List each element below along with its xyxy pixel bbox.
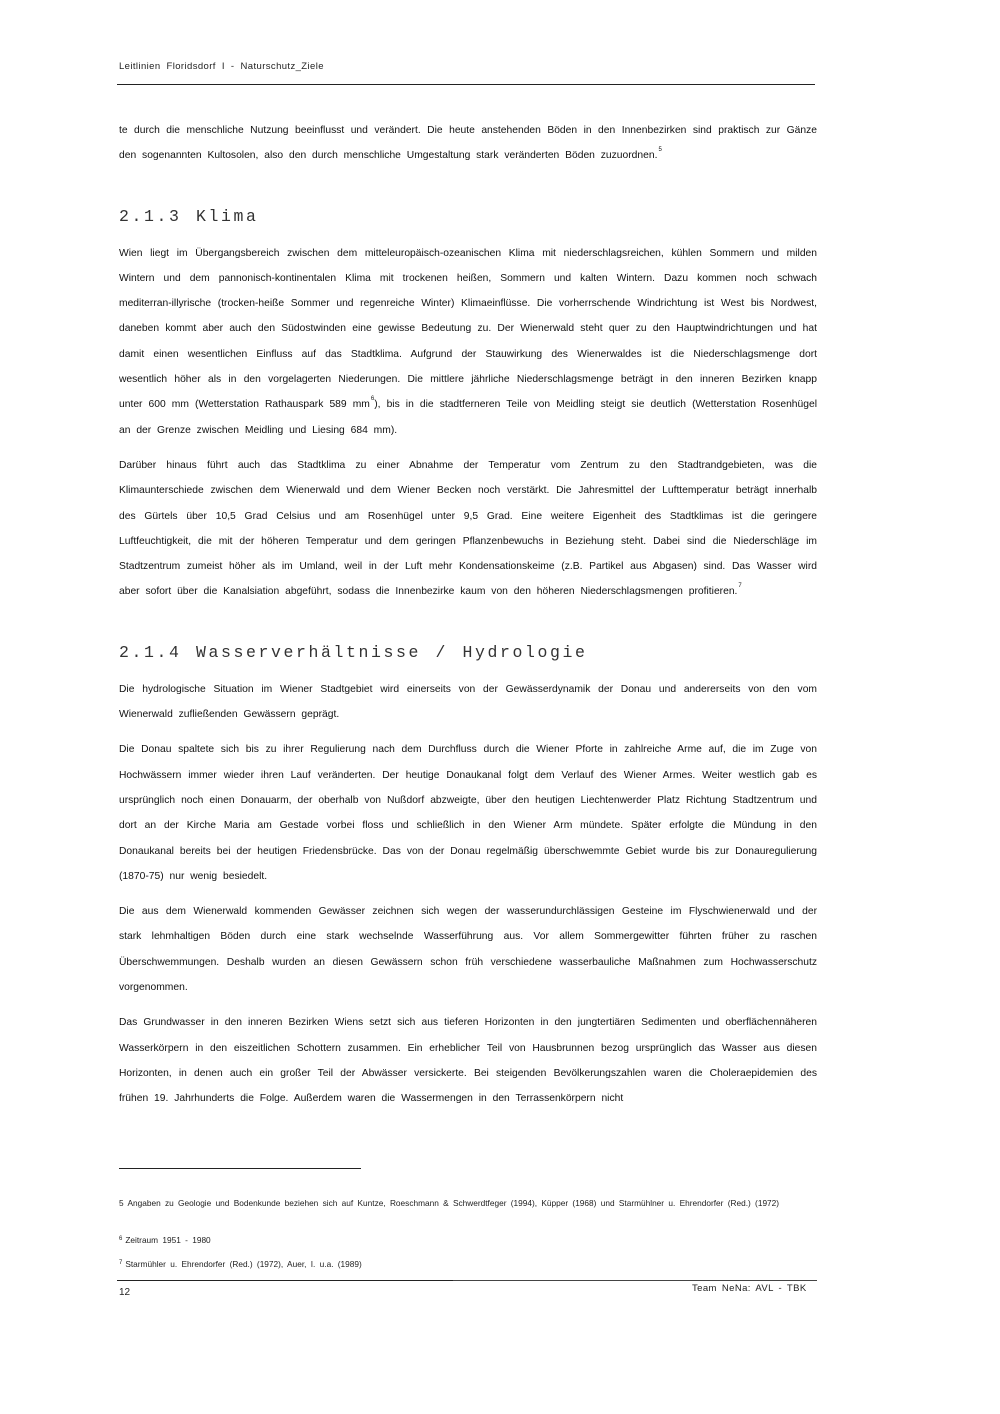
footer-divider-accent: [117, 1280, 453, 1281]
klima-paragraph-2: [119, 453, 817, 605]
intro-text: te durch die menschliche Nutzung beeinflusst und verändert. Die heute anstehenden Böden in den Innenbezirken sind praktisch zur Gänze den sogenannten Kultosolen, also den durch menschliche Umgestaltung stark veränderten Böden zuzuordnen.: [119, 125, 817, 162]
klima-p2-text: Darüber hinaus führt auch das Stadtklima zu einer Abnahme der Temperatur vom Zentrum zu den Stadtrandgebieten, was die Klimaunterschiede zwischen dem Wienerwald und dem Wiener Becken noch verstärkt. Die Jahresmittel der Lufttemperatur beträgt innerhalb des Gürtels über 10,5 Grad Celsius und am Rosenhügel unter 9,5 Grad. Eine weitere Eigenheit des Stadtklimas ist die geringere Luftfeuchtigkeit, die mit der höheren Temperatur und dem geringen Pflanzenbewuchs in Beziehung steht. Dabei sind die Niederschläge im Stadtzentrum zumeist höher als im Umland, weil in der Luft mehr Kondensationskeime (z.B. Partikel aus Abgasen) sind. Das Wasser wird aber sofort über die Kanalsiation abgeführt, sodass die Innenbezirke kaum von den höheren Niederschlagsmengen profitieren.: [119, 459, 817, 598]
klima-p1-text-b: ), bis in die stadtferneren Teile von Meidling steigt sie deutlich (Wetterstation Rosenhügel an der Grenze zwischen Meidling und Liesing 684 mm).: [119, 399, 818, 436]
wasser-paragraph-1: Die hydrologische Situation im Wiener Stadtgebiet wird einerseits von der Gewässerdynamik der Donau und andererseits von den vom Wienerwald zufließenden Gewässern geprägt.: [119, 683, 817, 721]
footnote-6-text: Zeitraum 1951 - 1980: [125, 1235, 211, 1245]
section-heading-wasser: 2.1.4 Wasserverhältnisse / Hydrologie: [119, 642, 588, 662]
footer-team-label: Team NeNa: AVL - TBK: [692, 1283, 807, 1294]
wasser-paragraph-4: Das Grundwasser in den inneren Bezirken Wiens setzt sich aus tieferen Horizonten in den jungtertiären Sedimenten und oberflächennäheren Wasserkörpern in den eiszeitlichen Schottern zusammen. Ein erheblicher Teil von Hausbrunnen bezog ursprünglich das Wasser aus diesen Horizonten, in denen auch ein großer Teil der Abwässer versickerte. Bei steigenden Bevölkerungszahlen waren die Choleraepidemien des frühen 19. Jahrhunderts die Folge. Außerdem waren die Wassermengen in den Terrassenkörpern nicht: [119, 1017, 817, 1105]
section-heading-klima: 2.1.3 Klima: [119, 206, 259, 226]
footnote-ref-6: 6: [370, 396, 375, 403]
footnote-7-text: Starmühler u. Ehrendorfer (Red.) (1972), Auer, I. u.a. (1989): [125, 1259, 362, 1269]
wasser-paragraph-2: Die Donau spaltete sich bis zu ihrer Regulierung nach dem Durchfluss durch die Wiener Pforte in zahlreiche Arme auf, die im Zuge von Hochwässern immer wieder ihren Lauf veränderten. Der heutige Donaukanal folgt dem Verlauf des Wiener Armes. Weiter westlich gab es ursprünglich noch einen Donauarm, der oberhalb von Nußdorf abzweigte, über den heutigen Liechtenwerder Platz Richtung Stadtzentrum und dort an der Kirche Maria am Gestade vorbei floss und schließlich in den Wiener Arm mündete. Später erfolgte die Mündung in den Donaukanal bereits bei der heutigen Friedensbrücke. Das von der Donau regelmäßig überschwemmte Gebiet wurde bis zur Donauregulierung (1870-75) nur wenig besiedelt.: [119, 744, 817, 882]
footnote-ref-5: 5: [658, 147, 662, 154]
footnote-6: [119, 1233, 817, 1247]
footnote-7: [119, 1257, 817, 1271]
running-header: Leitlinien Floridsdorf I - Naturschutz_Ziele: [119, 61, 324, 72]
page-body: [119, 118, 817, 1122]
klima-paragraph-1: [119, 241, 817, 443]
header-divider: [117, 84, 815, 85]
footnote-ref-7: 7: [738, 583, 742, 590]
intro-paragraph: [119, 118, 817, 169]
footnote-6-number: 6: [119, 1236, 123, 1242]
klima-p1-text-a: Wien liegt im Übergangsbereich zwischen dem mitteleuropäisch-ozeanischen Klima mit niederschlagsreichen, kühlen Sommern und milden Wintern und dem pannonisch-kontinentalen Klima mit trockenen heißen, Sommern und kalten Wintern. Dazu kommen noch schwach mediterran-illyrische (trocken-heiße Sommer und regenreiche Winter) Klimaeinflüsse. Die vorherrschende Windrichtung ist West bis Nordwest, daneben kommt aber auch den Südostwinden eine gewisse Bedeutung zu. Der Wienerwald steht quer zu den Hauptwindrichtungen und hat damit einen wesentlichen Einfluss auf das Stadtklima. Aufgrund der Stauwirkung des Wienerwaldes ist die Niederschlagsmenge dort wesentlich höher als in den vorgelagerten Niederungen. Die mittlere jährliche Niederschlagsmenge beträgt in den inneren Bezirken knapp unter 600 mm (Wetterstation Rathauspark 589 mm: [119, 247, 817, 411]
footnote-5: 5 Angaben zu Geologie und Bodenkunde beziehen sich auf Kuntze, Roeschmann & Schwerdtfeger (1994), Küpper (1968) und Starmühlner u. Ehrendorfer (Red.) (1972): [119, 1198, 780, 1208]
footnote-7-number: 7: [119, 1260, 123, 1266]
wasser-paragraph-3: Die aus dem Wienerwald kommenden Gewässer zeichnen sich wegen der wasserundurchlässigen Gesteine im Flyschwienerwald und der stark lehmhaltigen Böden durch eine stark wechselnde Wasserführung aus. Vor allem Sommergewitter führten früher zu raschen Überschwemmungen. Deshalb wurden an diesen Gewässern schon früh verschiedene wasserbauliche Maßnahmen zum Hochwasserschutz vorgenommen.: [119, 906, 817, 994]
footnote-divider: [119, 1168, 361, 1169]
page-number: 12: [119, 1287, 131, 1298]
